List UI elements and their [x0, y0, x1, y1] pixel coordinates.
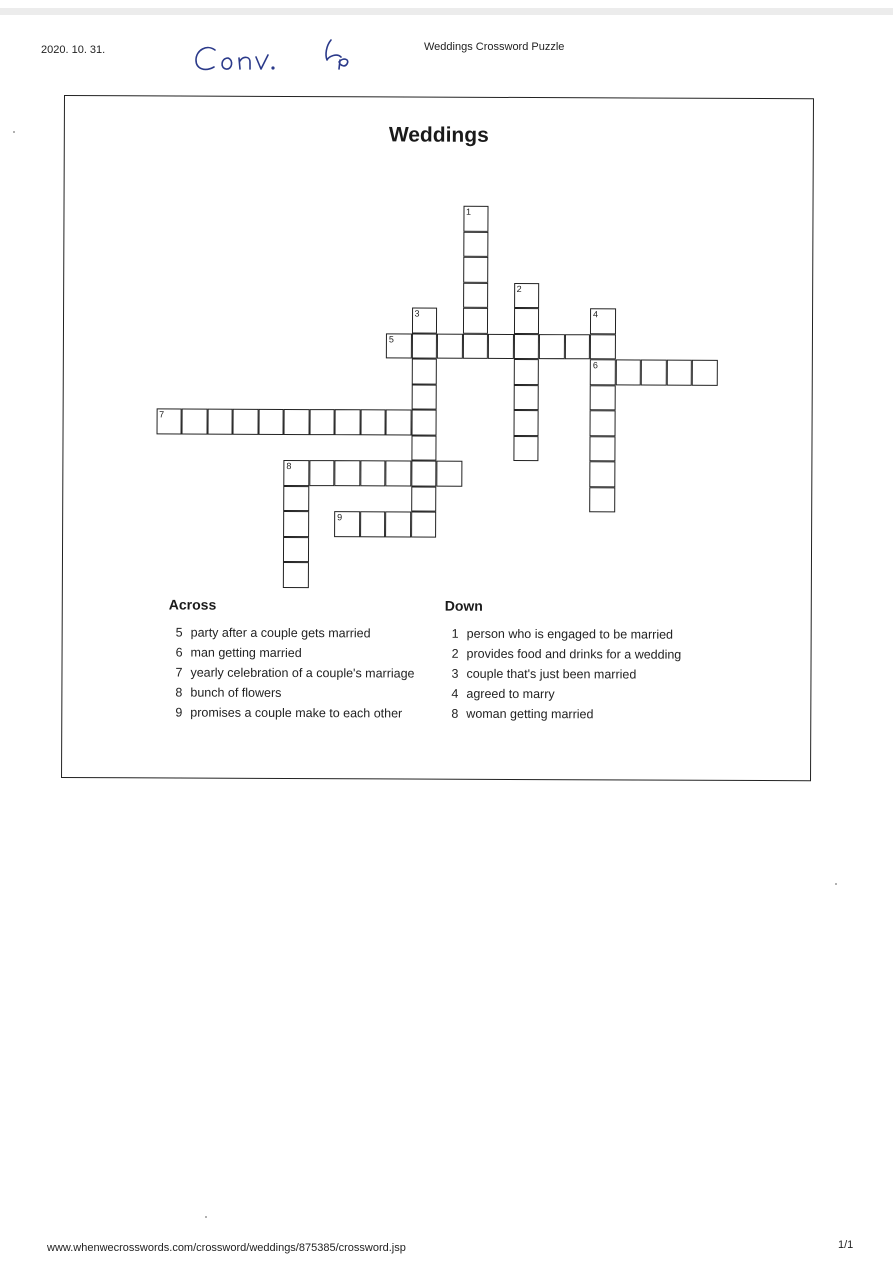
- clue-number: 8: [451, 706, 459, 721]
- clue-text: party after a couple gets married: [190, 625, 371, 641]
- crossword-cell[interactable]: [463, 231, 489, 257]
- cell-number: 9: [337, 512, 343, 523]
- clue-item: [168, 664, 428, 681]
- crossword-cell[interactable]: [641, 360, 667, 386]
- crossword-cell[interactable]: [386, 333, 412, 359]
- crossword-cell[interactable]: [462, 308, 488, 334]
- crossword-cell[interactable]: [692, 360, 718, 386]
- crossword-cell[interactable]: [283, 562, 309, 588]
- crossword-cell[interactable]: [411, 486, 437, 512]
- scan-speck: [205, 1216, 207, 1218]
- crossword-cell[interactable]: [334, 460, 360, 486]
- crossword-cell[interactable]: [385, 511, 411, 537]
- crossword-cell[interactable]: [590, 385, 616, 411]
- crossword-cell[interactable]: [514, 282, 540, 308]
- crossword-cell[interactable]: [463, 206, 489, 232]
- crossword-cell[interactable]: [335, 409, 361, 435]
- print-date: 2020. 10. 31.: [41, 44, 106, 56]
- clue-text: agreed to marry: [466, 686, 555, 702]
- crossword-cell[interactable]: [385, 460, 411, 486]
- document-title: Weddings Crossword Puzzle: [424, 41, 565, 53]
- scan-top-edge: [0, 8, 893, 15]
- clue-number: 2: [451, 646, 459, 661]
- crossword-cell[interactable]: [513, 359, 539, 385]
- crossword-cell[interactable]: [589, 436, 615, 462]
- crossword-cell[interactable]: [513, 308, 539, 334]
- crossword-cell[interactable]: [513, 384, 539, 410]
- crossword-cell[interactable]: [590, 410, 616, 436]
- cell-number: 3: [414, 308, 420, 319]
- crossword-cell[interactable]: [488, 333, 514, 359]
- clue-number: 1: [451, 626, 459, 641]
- clue-text: bunch of flowers: [190, 685, 282, 700]
- crossword-cell[interactable]: [564, 334, 590, 360]
- crossword-cell[interactable]: [590, 359, 616, 385]
- crossword-cell[interactable]: [411, 461, 437, 487]
- crossword-cell[interactable]: [513, 435, 539, 461]
- clue-text: provides food and drinks for a wedding: [466, 646, 682, 662]
- crossword-cell[interactable]: [463, 257, 489, 283]
- crossword-frame: [61, 95, 814, 781]
- crossword-cell[interactable]: [437, 333, 463, 359]
- crossword-cell[interactable]: [334, 511, 360, 537]
- cell-number: 8: [286, 460, 292, 471]
- across-clues: [168, 596, 429, 725]
- crossword-cell[interactable]: [411, 384, 437, 410]
- crossword-cell[interactable]: [615, 359, 641, 385]
- crossword-cell[interactable]: [207, 409, 233, 435]
- footer-url: www.whenwecrosswords.com/crossword/weddings/875385/crossword.jsp: [47, 1242, 406, 1254]
- across-heading: Across: [168, 596, 217, 613]
- clue-item: [444, 666, 714, 683]
- cell-number: 4: [593, 309, 599, 320]
- crossword-cell[interactable]: [463, 282, 489, 308]
- down-clues: [444, 598, 715, 727]
- crossword-cell[interactable]: [589, 487, 615, 513]
- down-heading: Down: [444, 597, 483, 614]
- crossword-cell[interactable]: [513, 333, 539, 359]
- scan-speck: [13, 131, 15, 133]
- crossword-cell[interactable]: [462, 333, 488, 359]
- crossword-cell[interactable]: [590, 334, 616, 360]
- crossword-cell[interactable]: [360, 511, 386, 537]
- crossword-cell[interactable]: [283, 485, 309, 511]
- clue-text: promises a couple make to each other: [190, 705, 403, 721]
- crossword-cell[interactable]: [589, 461, 615, 487]
- crossword-cell[interactable]: [411, 410, 437, 436]
- cell-number: 5: [388, 333, 394, 344]
- crossword-cell[interactable]: [386, 409, 412, 435]
- clue-text: woman getting married: [466, 706, 594, 722]
- clue-item: [445, 626, 715, 643]
- clue-text: couple that's just been married: [466, 666, 637, 682]
- crossword-cell[interactable]: [284, 409, 310, 435]
- crossword-cell[interactable]: [156, 408, 182, 434]
- puzzle-title: Weddings: [388, 123, 489, 147]
- clue-number: 5: [175, 625, 183, 640]
- crossword-cell[interactable]: [411, 435, 437, 461]
- crossword-cell[interactable]: [436, 461, 462, 487]
- clue-item: [169, 624, 429, 641]
- crossword-cell[interactable]: [666, 360, 692, 386]
- cell-number: 7: [159, 409, 165, 420]
- handwritten-note: [193, 36, 363, 80]
- crossword-cell[interactable]: [233, 409, 259, 435]
- crossword-cell[interactable]: [590, 308, 616, 334]
- clue-item: [169, 644, 429, 661]
- crossword-cell[interactable]: [539, 334, 565, 360]
- crossword-cell[interactable]: [411, 333, 437, 359]
- clue-item: [168, 684, 428, 701]
- crossword-cell[interactable]: [283, 511, 309, 537]
- crossword-cell[interactable]: [258, 409, 284, 435]
- clue-number: 6: [175, 645, 183, 660]
- crossword-cell[interactable]: [309, 460, 335, 486]
- clue-number: 3: [451, 666, 459, 681]
- clue-number: 7: [175, 665, 183, 680]
- crossword-cell[interactable]: [283, 460, 309, 486]
- clue-item: [444, 706, 714, 723]
- page-number: 1/1: [838, 1239, 854, 1251]
- crossword-cell[interactable]: [182, 409, 208, 435]
- crossword-cell[interactable]: [309, 409, 335, 435]
- crossword-cell[interactable]: [411, 512, 437, 538]
- clue-number: 9: [175, 705, 183, 720]
- clue-number: 8: [175, 685, 183, 700]
- crossword-cell[interactable]: [411, 308, 437, 334]
- clue-item: [444, 686, 714, 703]
- clue-item: [445, 646, 715, 663]
- crossword-cell[interactable]: [283, 536, 309, 562]
- cell-number: 2: [516, 283, 522, 294]
- scan-speck: [835, 883, 837, 885]
- crossword-cell[interactable]: [411, 359, 437, 385]
- clue-item: [168, 704, 428, 721]
- clue-number: 4: [451, 686, 459, 701]
- clue-text: man getting married: [190, 645, 302, 661]
- crossword-cell[interactable]: [360, 460, 386, 486]
- clue-text: person who is engaged to be married: [466, 626, 674, 642]
- cell-number: 6: [592, 360, 598, 371]
- clue-text: yearly celebration of a couple's marriage: [190, 665, 415, 681]
- crossword-cell[interactable]: [513, 410, 539, 436]
- crossword-cell[interactable]: [360, 409, 386, 435]
- cell-number: 1: [465, 206, 472, 217]
